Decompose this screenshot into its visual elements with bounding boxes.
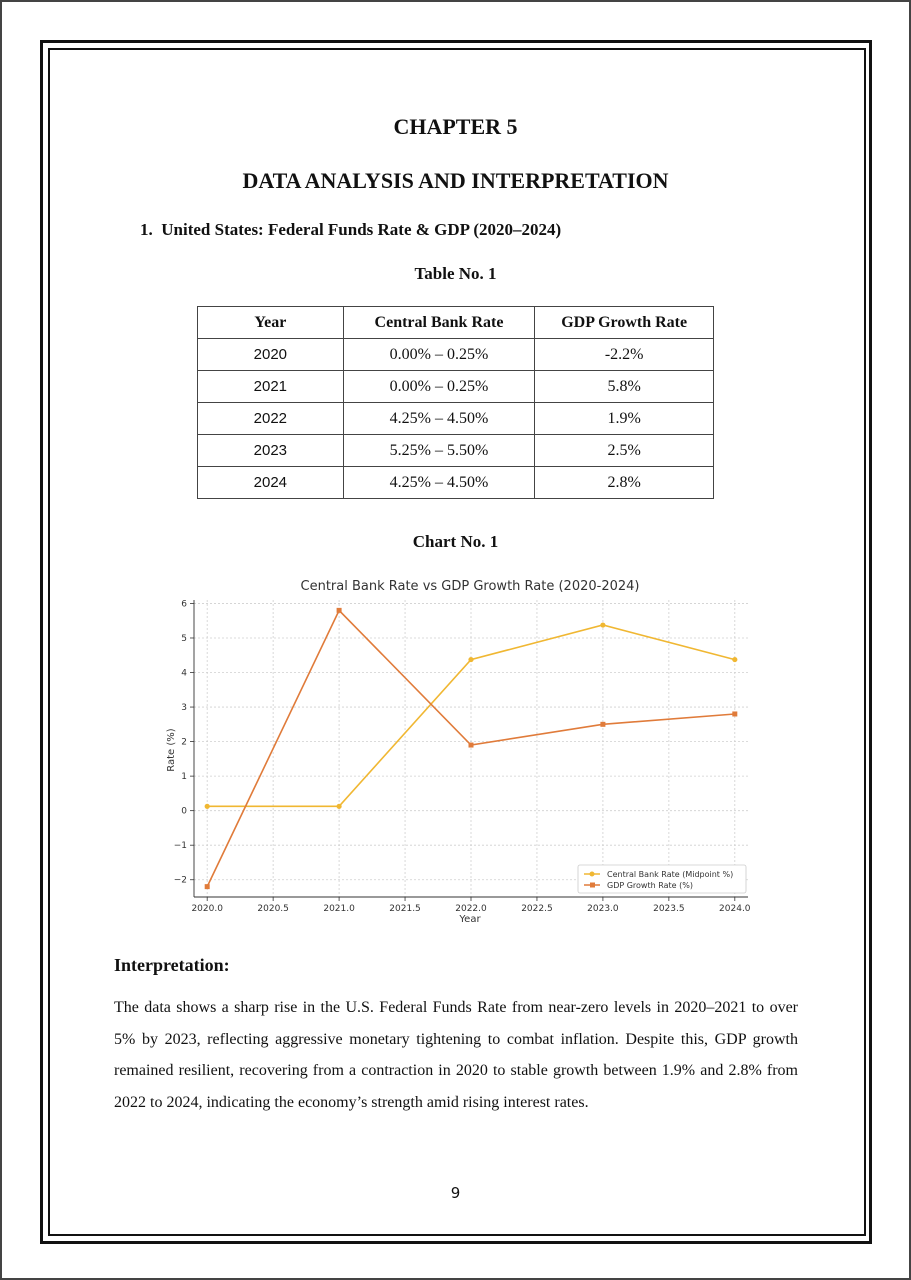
cell-year: 2024 xyxy=(198,467,344,499)
table-row xyxy=(198,403,714,435)
y-tick-label: 5 xyxy=(181,633,187,644)
data-point xyxy=(336,804,341,809)
x-tick-label: 2023.0 xyxy=(587,904,619,914)
page-number: 9 xyxy=(450,1184,461,1202)
x-tick-label: 2022.5 xyxy=(521,904,553,914)
line-chart xyxy=(140,570,760,935)
cell-central-bank-rate: 0.00% – 0.25% xyxy=(343,339,535,371)
data-point xyxy=(337,608,342,613)
data-point xyxy=(205,804,210,809)
section-title: DATA ANALYSIS AND INTERPRETATION xyxy=(242,168,669,193)
legend-swatch-marker xyxy=(590,883,595,888)
x-tick-label: 2022.0 xyxy=(455,904,487,914)
legend-swatch-marker xyxy=(590,872,595,877)
cell-gdp-growth: -2.2% xyxy=(535,339,714,371)
y-tick-label: −2 xyxy=(173,875,187,886)
legend-label: GDP Growth Rate (%) xyxy=(607,881,693,890)
cell-gdp-growth: 2.5% xyxy=(535,435,714,467)
table-row xyxy=(198,371,714,403)
cell-central-bank-rate: 5.25% – 5.50% xyxy=(343,435,535,467)
table-row xyxy=(198,339,714,371)
data-table xyxy=(197,306,714,499)
cell-central-bank-rate: 4.25% – 4.50% xyxy=(343,403,535,435)
cell-year: 2021 xyxy=(198,371,344,403)
table-row xyxy=(198,467,714,499)
data-point xyxy=(600,622,605,627)
data-point xyxy=(732,711,737,716)
cell-central-bank-rate: 0.00% – 0.25% xyxy=(343,371,535,403)
x-tick-label: 2023.5 xyxy=(653,904,685,914)
cell-year: 2022 xyxy=(198,403,344,435)
interpretation-heading: Interpretation: xyxy=(114,955,230,975)
cell-gdp-growth: 2.8% xyxy=(535,467,714,499)
x-tick-label: 2021.0 xyxy=(323,904,355,914)
y-tick-label: 1 xyxy=(181,772,187,783)
chapter-title: CHAPTER 5 xyxy=(393,114,518,139)
y-tick-label: 6 xyxy=(181,599,187,610)
chart-legend xyxy=(578,865,746,893)
table-header-row xyxy=(198,307,714,339)
table-row xyxy=(198,435,714,467)
data-point xyxy=(205,884,210,889)
chart-caption: Chart No. 1 xyxy=(412,532,499,551)
x-tick-label: 2020.0 xyxy=(191,904,223,914)
y-tick-label: −1 xyxy=(173,841,187,852)
y-tick-label: 4 xyxy=(181,668,187,679)
y-axis-label: Rate (%) xyxy=(166,728,177,772)
header-gdp-growth-rate: GDP Growth Rate xyxy=(535,307,714,339)
legend-label: Central Bank Rate (Midpoint %) xyxy=(607,870,734,879)
data-point xyxy=(600,722,605,727)
cell-gdp-growth: 1.9% xyxy=(535,403,714,435)
x-tick-label: 2021.5 xyxy=(389,904,421,914)
x-tick-label: 2024.0 xyxy=(719,904,751,914)
interpretation-body: The data shows a sharp rise in the U.S. Federal Funds Rate from near-zero levels in 2020–2021 to over 5% by 2023, reflecting aggressive monetary tightening to combat inflation. Despite this, GDP growth remained resilient, recovering from a contraction in 2020 to stable growth between 1.9% and 2.8% from 2022 to 2024, indicating the economy’s strength amid rising interest rates. xyxy=(114,999,798,1111)
x-axis-label: Year xyxy=(459,914,481,925)
chart-grid xyxy=(194,600,748,897)
data-point xyxy=(732,657,737,662)
cell-year: 2023 xyxy=(198,435,344,467)
y-tick-label: 0 xyxy=(181,806,187,817)
cell-year: 2020 xyxy=(198,339,344,371)
data-point xyxy=(469,743,474,748)
cell-central-bank-rate: 4.25% – 4.50% xyxy=(343,467,535,499)
y-tick-label: 2 xyxy=(181,737,187,748)
chart-title: Central Bank Rate vs GDP Growth Rate (2020-2024) xyxy=(300,579,640,594)
header-central-bank-rate: Central Bank Rate xyxy=(343,307,535,339)
subheading: 1. United States: Federal Funds Rate & GDP (2020–2024) xyxy=(140,220,562,239)
table-caption: Table No. 1 xyxy=(414,264,497,283)
x-tick-label: 2020.5 xyxy=(257,904,289,914)
y-tick-label: 3 xyxy=(181,703,187,714)
data-point xyxy=(468,657,473,662)
cell-gdp-growth: 5.8% xyxy=(535,371,714,403)
header-year: Year xyxy=(198,307,344,339)
